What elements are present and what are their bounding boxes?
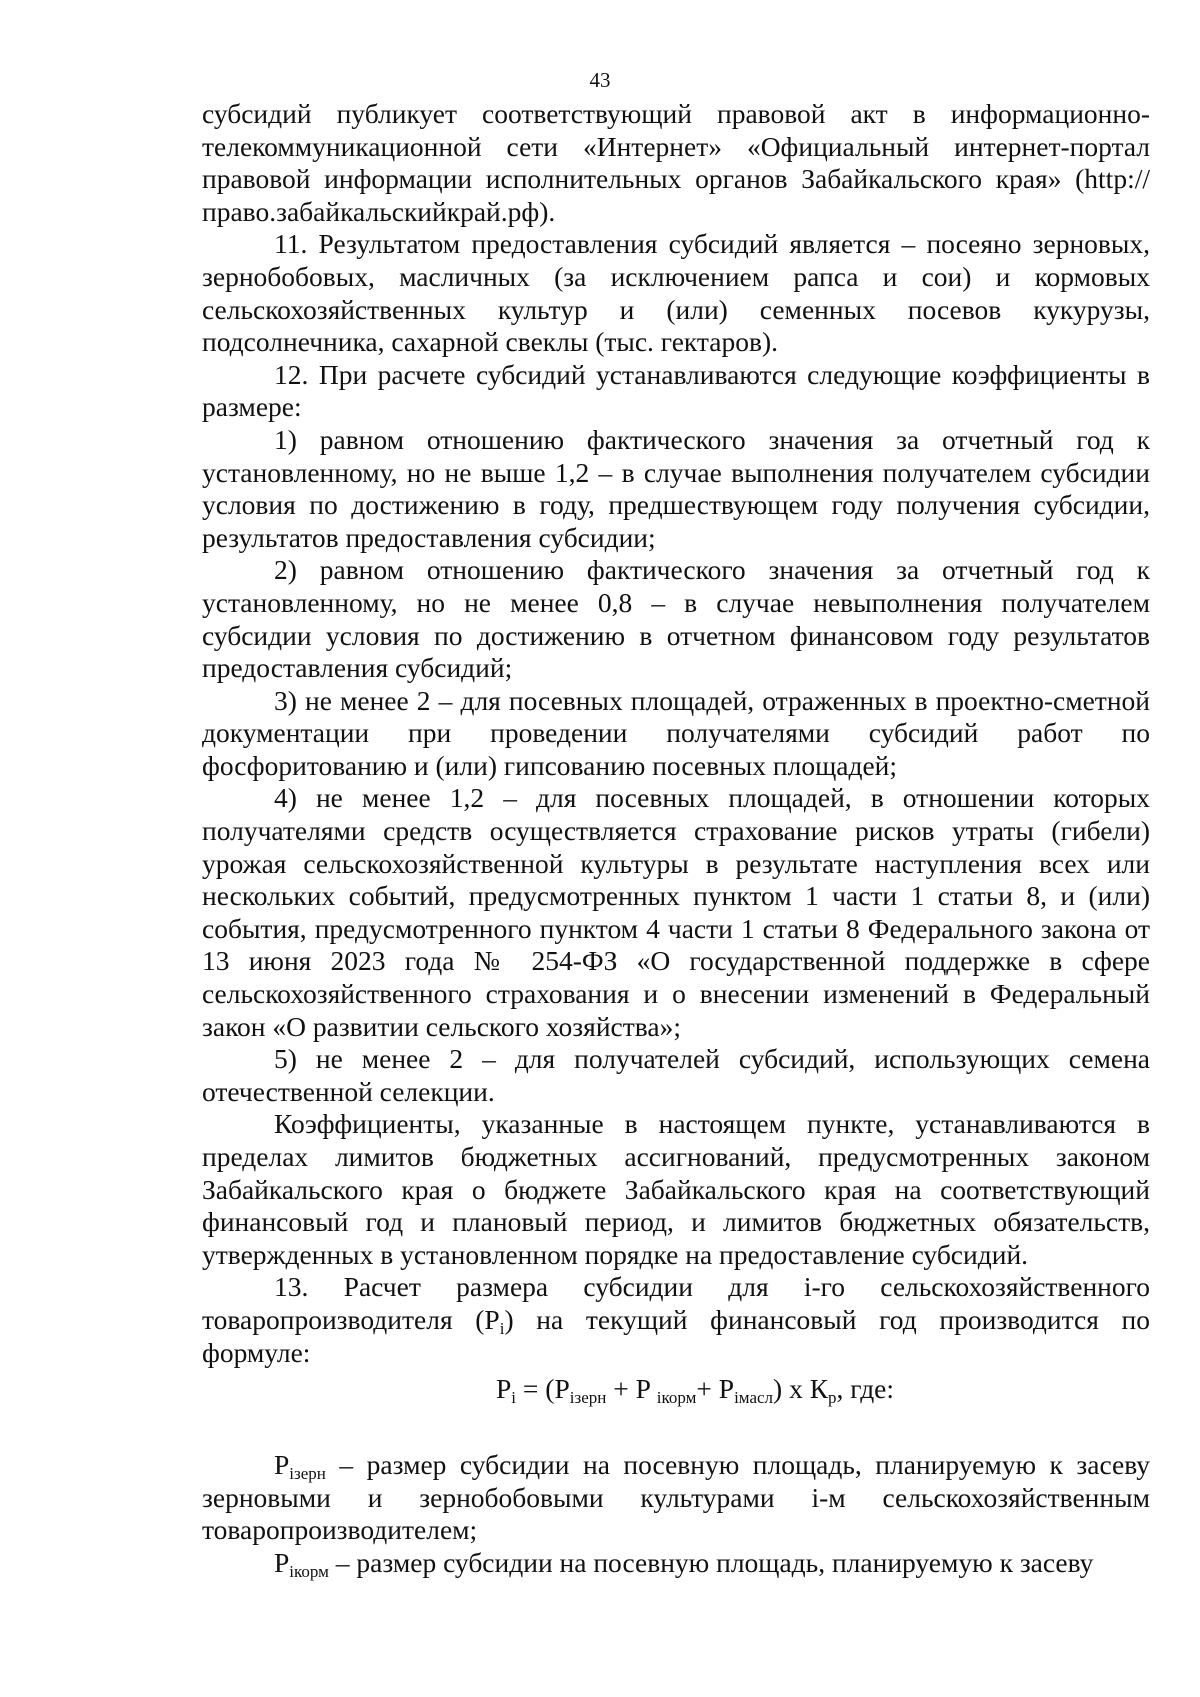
formula-lhs-subscript: i xyxy=(511,1388,517,1408)
formula-open: = (P xyxy=(516,1373,570,1405)
formula-k-subscript: р xyxy=(828,1388,837,1408)
paragraph-13-subscript: i xyxy=(499,1318,505,1338)
formula-plus-1: + P xyxy=(606,1373,657,1405)
paragraph-13-end: ) на текущий финансовый год производится по формуле: xyxy=(202,1303,1151,1368)
formula-tail: , где: xyxy=(836,1373,895,1405)
paragraph-13 xyxy=(202,1271,1150,1369)
paragraph-11: 11. Результатом предоставления субсидий является – посеяно зерновых, зернобобовых, масличных (за исключением рапса и сои) и кормовых сельскохозяйственных культур и (или) семенных посевов кукурузы, подсолнечника, сахарной свеклы (тыс. гектаров). xyxy=(202,228,1150,358)
paragraph-12-item-4: 4) не менее 1,2 – для посевных площадей, в отношении которых получателями средств осуществляется страхование рисков утраты (гибели) урожая сельскохозяйственной культуры в результате наступления всех или нескольких событий, предусмотренных пунктом 1 части 1 статьи 8, и (или) события, предусмотренного пунктом 4 части 1 статьи 8 Федерального закона от 13 июня 2023 года № 254-ФЗ «О государственной поддержке в сфере сельскохозяйственного страхования и о внесении изменений в Федеральный закон «О развитии сельского хозяйства»; xyxy=(202,782,1150,1042)
paragraph-12-item-5: 5) не менее 2 – для получателей субсидий, использующих семена отечественной селекции. xyxy=(202,1043,1150,1107)
definition-korm-text: – размер субсидии на посевную площадь, планируемую к засеву xyxy=(328,1546,1094,1578)
page-number: 43 xyxy=(589,68,611,92)
formula-masl-subscript: iмасл xyxy=(734,1388,774,1408)
definition-korm-symbol: P xyxy=(274,1546,290,1578)
formula-zern-subscript: iзерн xyxy=(569,1388,607,1408)
paragraph-13-start: 13. Расчет размера субсидии для i-го сельскохозяйственного товаропроизводителя (P xyxy=(202,1271,1150,1335)
paragraph-intro: субсидий публикует соответствующий правовой акт в информационно-телекоммуникационной сети «Интернет» «Официальный интернет-портал правовой информации исполнительных органов Забайкальского края» (http://право.забайкальскийкрай.рф). xyxy=(202,98,1150,227)
paragraph-12-item-3: 3) не менее 2 – для посевных площадей, отраженных в проектно-сметной документации при проведении получателями субсидий работ по фосфоритованию и (или) гипсованию посевных площадей; xyxy=(202,684,1150,781)
formula-lhs: P xyxy=(496,1373,512,1405)
paragraph-12: 12. При расчете субсидий устанавливаются следующие коэффициенты в размере: xyxy=(202,358,1150,423)
document-body xyxy=(202,98,1150,1580)
definition-zern-text: – размер субсидии на посевную площадь, планируемую к засеву зерновыми и зернобобовыми культурами i-м сельскохозяйственным товаропроизводителем; xyxy=(202,1449,1150,1546)
definition-korm xyxy=(202,1547,1150,1580)
formula-plus-2: + P xyxy=(696,1373,735,1405)
definition-korm-subscript: iкорм xyxy=(289,1561,329,1581)
paragraph-12-item-2: 2) равном отношению фактического значения за отчетный год к установленному, но не менее 0,8 – в случае невыполнения получателем субсидии условия по достижению в отчетном финансовом году результатов предоставления субсидий; xyxy=(202,554,1150,684)
definition-zern-subscript: iзерн xyxy=(289,1464,326,1484)
formula-korm-subscript: iкорм xyxy=(656,1388,697,1408)
definition-zern-symbol: P xyxy=(274,1449,290,1481)
definition-zern xyxy=(202,1449,1150,1547)
formula-close: ) х К xyxy=(773,1373,829,1405)
spacer xyxy=(202,1409,1150,1449)
paragraph-coefficients: Коэффициенты, указанные в настоящем пункте, устанавливаются в пределах лимитов бюджетных ассигнований, предусмотренных законом Забайкальского края о бюджете Забайкальского края на соответствующий финансовый год и плановый период, и лимитов бюджетных обязательств, утвержденных в установленном порядке на предоставление субсидий. xyxy=(202,1108,1150,1270)
paragraph-12-item-1: 1) равном отношению фактического значения за отчетный год к установленному, но не выше 1,2 – в случае выполнения получателем субсидии условия по достижению в году, предшествующем году получения субсидии, результатов предоставления субсидии; xyxy=(202,423,1150,553)
subsidy-formula xyxy=(202,1369,1150,1409)
